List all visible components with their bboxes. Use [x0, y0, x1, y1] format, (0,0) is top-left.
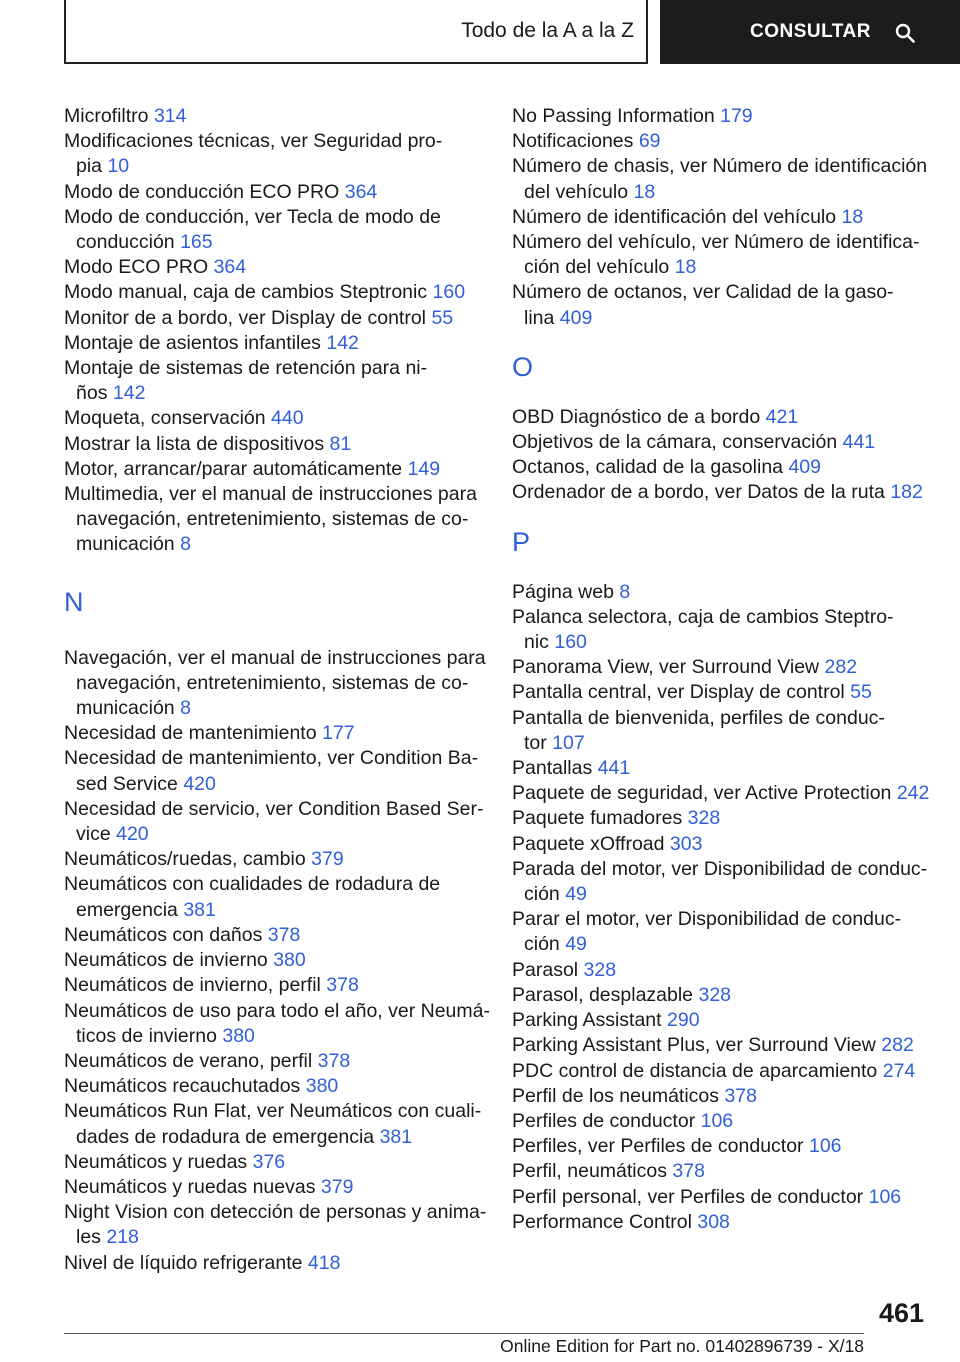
- page-link[interactable]: 379: [320, 1175, 354, 1198]
- index-entry: [64, 482, 484, 558]
- page-link[interactable]: 274: [882, 1059, 916, 1082]
- entry-term-continuation: conducción: [76, 231, 175, 254]
- page-link[interactable]: 364: [213, 256, 247, 279]
- index-entry: [512, 806, 952, 831]
- entry-term: Modo manual, caja de cambios Steptronic: [64, 281, 428, 304]
- entry-term: Montaje de sistemas de retención para ni-: [64, 357, 428, 380]
- page-link[interactable]: 328: [687, 807, 721, 830]
- search-icon: [895, 23, 913, 41]
- entry-term: Perfil personal, ver Perfiles de conductor: [512, 1185, 864, 1208]
- index-entry: [512, 1008, 952, 1033]
- page-link[interactable]: 418: [307, 1251, 341, 1274]
- entry-term: Neumáticos/ruedas, cambio: [64, 848, 306, 871]
- index-entry: [64, 746, 484, 796]
- page-link[interactable]: 218: [106, 1226, 139, 1249]
- page-link[interactable]: 18: [674, 256, 697, 279]
- page-link[interactable]: 160: [432, 281, 466, 304]
- entry-term-continuation: emergencia: [76, 898, 178, 921]
- index-entry: [64, 331, 484, 356]
- index-entry: [64, 1251, 484, 1276]
- page-link[interactable]: 179: [720, 105, 753, 127]
- entry-term-continuation: ños: [76, 382, 108, 405]
- page-link[interactable]: 380: [305, 1075, 339, 1098]
- entry-term: Número de identificación del vehículo: [512, 205, 837, 228]
- entry-term-continuation: pia: [76, 155, 103, 178]
- index-entry: [512, 580, 952, 605]
- index-entry: [512, 480, 952, 505]
- entry-term: Navegación, ver el manual de instrucciones para: [64, 646, 486, 669]
- entry-term-continuation: sed Service: [76, 772, 178, 795]
- index-entry: [512, 907, 952, 957]
- entry-term: Parking Assistant Plus, ver Surround View: [512, 1034, 876, 1057]
- index-entry: [512, 1109, 952, 1134]
- entry-term: Motor, arrancar/parar automáticamente: [64, 457, 403, 480]
- index-entry: [64, 1074, 484, 1099]
- entry-term: Modo de conducción ECO PRO: [64, 180, 340, 203]
- index-entry: [512, 455, 952, 480]
- index-entry: [64, 847, 484, 872]
- page-link[interactable]: 378: [317, 1049, 351, 1072]
- page-link[interactable]: 55: [431, 306, 454, 329]
- entry-term: Parar el motor, ver Disponibilidad de conduc-: [512, 908, 902, 931]
- entry-term-continuation: navegación, entretenimiento, sistemas de co-: [76, 671, 469, 694]
- page-link[interactable]: 421: [765, 405, 799, 428]
- page-link[interactable]: 376: [252, 1150, 286, 1173]
- page-link[interactable]: 177: [322, 722, 355, 745]
- entry-term: Octanos, calidad de la gasolina: [512, 456, 784, 479]
- entry-term: Pantalla de bienvenida, perfiles de conduc-: [512, 706, 885, 729]
- entry-term: No Passing Information: [512, 105, 715, 127]
- page-link[interactable]: 8: [180, 533, 191, 556]
- index-entry: [512, 104, 952, 129]
- entry-term-continuation: lina: [524, 306, 555, 329]
- entry-term: Neumáticos y ruedas nuevas: [64, 1175, 316, 1198]
- page-link[interactable]: 440: [271, 407, 304, 430]
- index-entry: [64, 948, 484, 973]
- entry-term: Multimedia, ver el manual de instrucciones para: [64, 483, 477, 506]
- page-link[interactable]: 409: [788, 456, 821, 479]
- entry-term: Paquete fumadores: [512, 807, 683, 830]
- page-link[interactable]: 282: [881, 1034, 914, 1057]
- entry-term-continuation: ción: [524, 933, 560, 956]
- entry-term-continuation: municación: [76, 697, 175, 720]
- entry-term: Objetivos de la cámara, conservación: [512, 431, 838, 454]
- tab-a-to-z[interactable]: [64, 0, 648, 64]
- page-link[interactable]: 149: [407, 457, 441, 480]
- section-letter: O: [512, 351, 534, 382]
- tab-consult[interactable]: [660, 0, 960, 64]
- page-link[interactable]: 69: [638, 130, 661, 153]
- index-entry: [64, 923, 484, 948]
- entry-term: Perfiles de conductor: [512, 1109, 696, 1132]
- entry-term-continuation: vice: [76, 823, 111, 846]
- index-entry: [512, 756, 952, 781]
- index-entry: [64, 280, 484, 305]
- index-entry: [512, 1210, 952, 1235]
- entry-term: Página web: [512, 580, 614, 603]
- entry-term-continuation: ción del vehículo: [524, 256, 670, 279]
- index-entry: [64, 306, 484, 331]
- page-link[interactable]: 18: [841, 205, 864, 228]
- index-entry: [64, 721, 484, 746]
- entry-term: Mostrar la lista de dispositivos: [64, 432, 325, 455]
- index-entry: [64, 1099, 484, 1149]
- page-link[interactable]: 106: [808, 1135, 842, 1158]
- entry-term: Número de octanos, ver Calidad de la gaso-: [512, 281, 894, 304]
- entry-term: Neumáticos recauchutados: [64, 1075, 301, 1098]
- page-link[interactable]: 242: [896, 782, 930, 805]
- tab-consult-label: CONSULTAR: [750, 21, 871, 42]
- index-entry: [512, 706, 952, 756]
- index-entry: [512, 129, 952, 154]
- entry-term: Neumáticos de invierno, perfil: [64, 974, 321, 997]
- page-link[interactable]: 106: [868, 1185, 902, 1208]
- entry-term: Notificaciones: [512, 130, 634, 153]
- entry-term: Nivel de líquido refrigerante: [64, 1251, 303, 1274]
- index-column-left: [64, 104, 490, 1276]
- page-link[interactable]: 106: [700, 1109, 734, 1132]
- index-entry: [64, 104, 484, 129]
- entry-term: Moqueta, conservación: [64, 407, 266, 430]
- page-link[interactable]: 328: [698, 983, 732, 1006]
- entry-term: Neumáticos de verano, perfil: [64, 1049, 313, 1072]
- index-entry: [512, 280, 952, 330]
- page-link[interactable]: 364: [344, 180, 378, 203]
- entry-term: Neumáticos Run Flat, ver Neumáticos con cuali-: [64, 1100, 482, 1123]
- page-link[interactable]: 380: [273, 949, 306, 972]
- index-entry: [512, 832, 952, 857]
- footer-divider: [64, 1333, 864, 1334]
- entry-term-continuation: navegación, entretenimiento, sistemas de co-: [76, 508, 469, 531]
- entry-term: Paquete xOffroad: [512, 832, 665, 855]
- page-link[interactable]: 290: [667, 1009, 700, 1032]
- entry-term: Neumáticos de uso para todo el año, ver Neumá-: [64, 999, 490, 1022]
- page-link[interactable]: 308: [697, 1210, 730, 1233]
- entry-term: Necesidad de servicio, ver Condition Based Ser-: [64, 797, 484, 820]
- index-entry: [512, 1185, 952, 1210]
- page-link[interactable]: 441: [842, 431, 876, 454]
- entry-term: Parking Assistant: [512, 1009, 662, 1032]
- index-entry: [512, 230, 952, 280]
- page-link[interactable]: 420: [183, 772, 216, 795]
- index-column-right: [512, 104, 952, 1235]
- index-entry: [512, 680, 952, 705]
- index-entry: [512, 430, 952, 455]
- page-link[interactable]: 18: [633, 180, 656, 203]
- page-link[interactable]: 380: [222, 1024, 255, 1047]
- index-entry: [64, 180, 484, 205]
- page-link[interactable]: 441: [597, 757, 631, 780]
- entry-term: Pantallas: [512, 757, 593, 780]
- entry-term: Perfiles, ver Perfiles de conductor: [512, 1135, 804, 1158]
- entry-term: Neumáticos con cualidades de rodadura de: [64, 873, 441, 896]
- entry-term-continuation: municación: [76, 533, 175, 556]
- entry-term: Número de chasis, ver Número de identificación: [512, 155, 928, 178]
- entry-term-continuation: tor: [524, 731, 547, 754]
- entry-term: Neumáticos de invierno: [64, 949, 268, 972]
- entry-term: Perfil de los neumáticos: [512, 1084, 720, 1107]
- page-link[interactable]: 8: [180, 697, 191, 720]
- page-link[interactable]: 142: [326, 331, 359, 354]
- index-entry: [512, 405, 952, 430]
- index-entry: [512, 605, 952, 655]
- page-number: 461: [878, 1298, 924, 1328]
- index-entry: [64, 457, 484, 482]
- entry-term: Necesidad de mantenimiento: [64, 722, 317, 745]
- index-entry: [512, 781, 952, 806]
- index-entry: [512, 857, 952, 907]
- entry-term: Performance Control: [512, 1210, 692, 1233]
- index-entry: [64, 356, 484, 406]
- index-entry: [512, 154, 952, 204]
- index-entry: [64, 999, 490, 1049]
- entry-term: Microfiltro: [64, 105, 149, 127]
- page-link[interactable]: 49: [565, 883, 587, 906]
- page-link[interactable]: 328: [583, 958, 617, 981]
- index-entry: [64, 1150, 484, 1175]
- entry-term: Monitor de a bordo, ver Display de control: [64, 306, 427, 329]
- index-entry: [64, 1175, 484, 1200]
- index-entry: [64, 872, 484, 922]
- edition-note: Online Edition for Part no. 01402896739 - X/18: [500, 1336, 864, 1356]
- entry-term: Parada del motor, ver Disponibilidad de conduc-: [512, 857, 928, 880]
- index-entry: [64, 1200, 487, 1250]
- page-link[interactable]: 81: [329, 432, 352, 455]
- index-entry: [64, 973, 484, 998]
- index-entry: [64, 797, 484, 847]
- page-link[interactable]: 381: [183, 898, 216, 921]
- entry-term: Paquete de seguridad, ver Active Protection: [512, 782, 892, 805]
- index-entry: [512, 958, 952, 983]
- entry-term: Perfil, neumáticos: [512, 1160, 667, 1183]
- entry-term-continuation: les: [76, 1226, 101, 1249]
- entry-term: Palanca selectora, caja de cambios Steptro-: [512, 605, 894, 628]
- page-link[interactable]: 420: [116, 823, 149, 846]
- page-link[interactable]: 10: [107, 155, 130, 178]
- index-entry: [512, 1059, 952, 1084]
- index-entry: [64, 255, 484, 280]
- index-entry: [64, 646, 484, 722]
- page-link[interactable]: 314: [153, 105, 187, 127]
- page-link[interactable]: 409: [559, 306, 593, 329]
- index-entry: [512, 1084, 952, 1109]
- index-entry: [64, 432, 484, 457]
- page-link[interactable]: 107: [552, 731, 585, 754]
- entry-term-continuation: dades de rodadura de emergencia: [76, 1125, 375, 1148]
- index-entry: [512, 655, 952, 680]
- entry-term: Montaje de asientos infantiles: [64, 331, 321, 354]
- page-link[interactable]: 182: [890, 481, 923, 504]
- index-entry: [512, 983, 952, 1008]
- page-link[interactable]: 379: [311, 848, 344, 871]
- index-entry: [64, 205, 484, 255]
- entry-term-continuation: del vehículo: [524, 180, 629, 203]
- index-entry: [64, 1049, 484, 1074]
- entry-term: Pantalla central, ver Display de control: [512, 681, 845, 704]
- top-navigation: [0, 0, 960, 66]
- entry-term: Panorama View, ver Surround View: [512, 656, 820, 679]
- index-entry: [512, 205, 952, 230]
- entry-term: Neumáticos y ruedas: [64, 1150, 248, 1173]
- entry-term: Parasol, desplazable: [512, 983, 694, 1006]
- index-entry: [512, 1134, 952, 1159]
- page-link[interactable]: 378: [326, 974, 359, 997]
- page-link[interactable]: 160: [554, 631, 587, 654]
- entry-term: PDC control de distancia de aparcamiento: [512, 1059, 878, 1082]
- entry-term: OBD Diagnóstico de a bordo: [512, 405, 761, 428]
- page-link[interactable]: 142: [112, 382, 146, 405]
- entry-term: Parasol: [512, 958, 579, 981]
- entry-term-continuation: nic: [524, 631, 549, 654]
- entry-term: Night Vision con detección de personas y anima-: [64, 1201, 487, 1224]
- page-link[interactable]: 282: [824, 656, 858, 679]
- page-link[interactable]: 378: [672, 1160, 705, 1183]
- entry-term: Neumáticos con daños: [64, 923, 263, 946]
- entry-term-continuation: ticos de invierno: [76, 1024, 217, 1047]
- section-letter: N: [64, 586, 84, 617]
- page-link[interactable]: 381: [379, 1125, 413, 1148]
- page-link[interactable]: 378: [724, 1084, 757, 1107]
- entry-term-continuation: ción: [524, 883, 560, 906]
- page-link[interactable]: 55: [850, 681, 872, 704]
- index-entry: [512, 1033, 952, 1058]
- entry-term: Modificaciones técnicas, ver Seguridad pro-: [64, 130, 443, 153]
- entry-term: Modo de conducción, ver Tecla de modo de: [64, 205, 441, 228]
- page-link[interactable]: 165: [180, 231, 213, 254]
- entry-term: Necesidad de mantenimiento, ver Condition Ba-: [64, 747, 479, 770]
- page-link[interactable]: 303: [669, 832, 703, 855]
- entry-term: Número del vehículo, ver Número de identifica-: [512, 231, 920, 254]
- entry-term: Modo ECO PRO: [64, 256, 209, 279]
- index-entry: [64, 406, 484, 431]
- section-letter: P: [512, 526, 531, 557]
- page-link[interactable]: 8: [619, 580, 631, 603]
- page-link[interactable]: 378: [267, 923, 301, 946]
- tab-a-to-z-label: Todo de la A a la Z: [461, 19, 634, 42]
- index-entry: [512, 1159, 952, 1184]
- page-link[interactable]: 49: [565, 933, 587, 956]
- index-entry: [64, 129, 484, 179]
- entry-term: Ordenador de a bordo, ver Datos de la ruta: [512, 481, 885, 504]
